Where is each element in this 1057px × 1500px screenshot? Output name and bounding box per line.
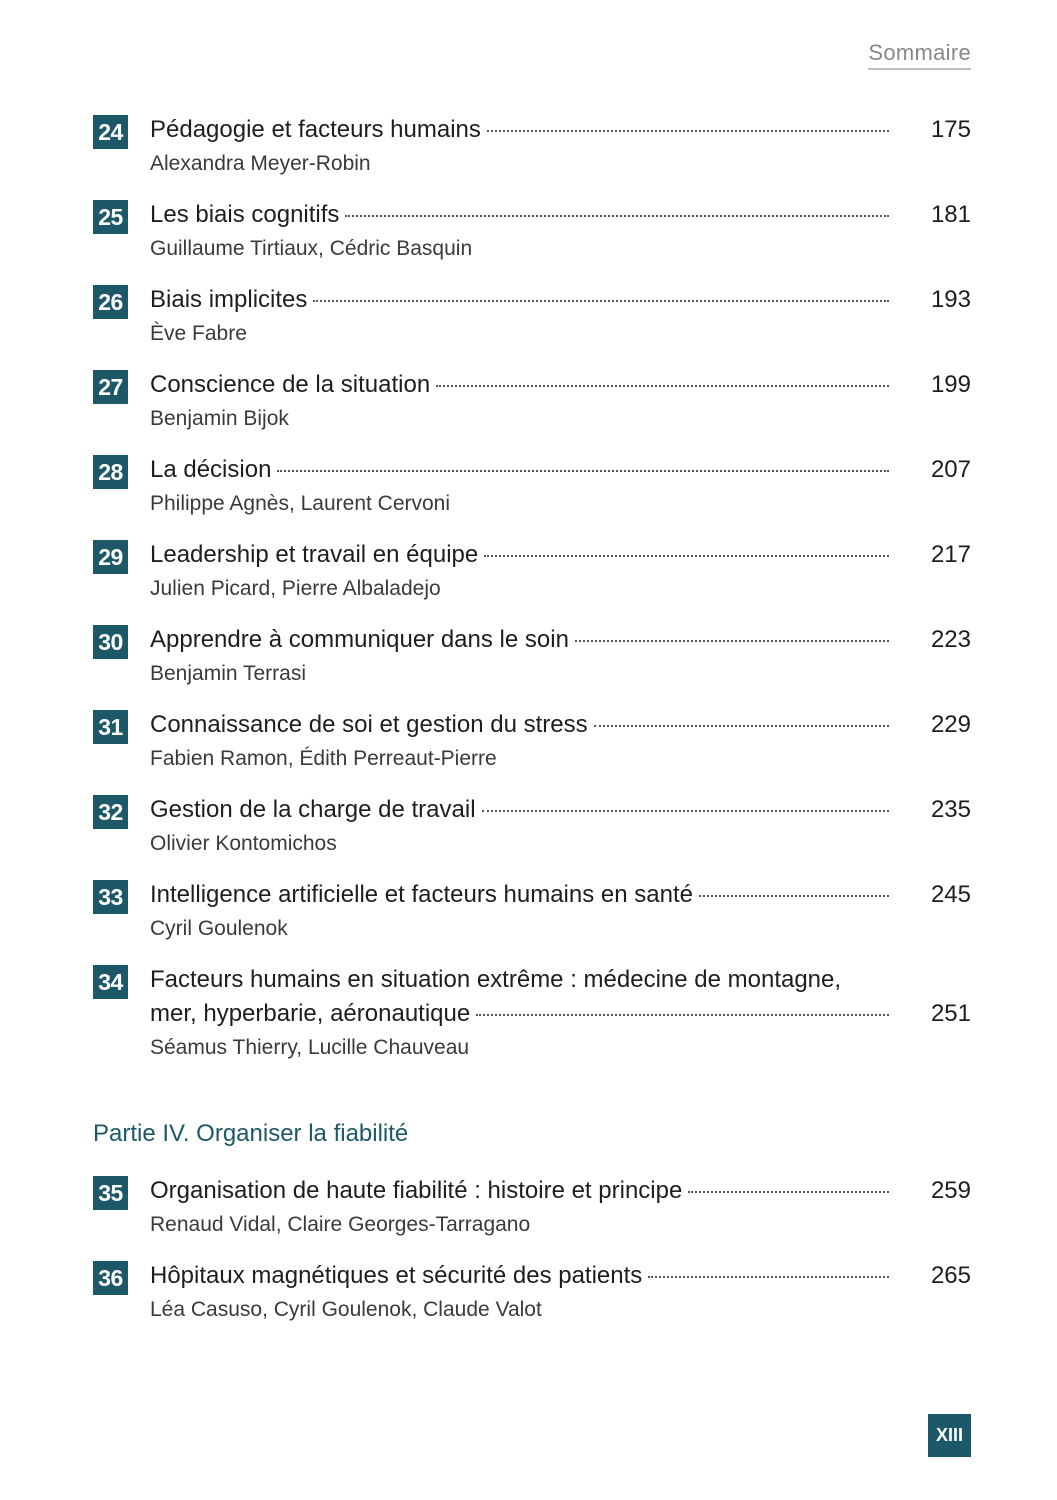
- page-number: 181: [930, 201, 971, 228]
- folio-badge: XIII: [928, 1414, 971, 1457]
- dot-leader: [699, 895, 889, 897]
- dot-leader: [648, 1276, 889, 1278]
- toc-entry[interactable]: [93, 878, 971, 963]
- page-number: 223: [930, 626, 971, 653]
- chapter-title: Pédagogie et facteurs humains: [150, 116, 481, 143]
- chapter-title: Connaissance de soi et gestion du stress: [150, 711, 588, 738]
- chapter-title-line1: Facteurs humains en situation extrême : médecine de montagne,: [150, 966, 842, 993]
- chapter-title: Biais implicites: [150, 286, 308, 313]
- chapter-authors: Cyril Goulenok: [150, 917, 288, 940]
- dot-leader: [484, 555, 889, 557]
- chapter-title: Leadership et travail en équipe: [150, 541, 479, 568]
- page-number: 251: [930, 1000, 971, 1027]
- chapter-authors: Philippe Agnès, Laurent Cervoni: [150, 492, 451, 515]
- toc-entry[interactable]: [93, 198, 971, 283]
- toc-entry[interactable]: [93, 113, 971, 198]
- chapter-authors: Julien Picard, Pierre Albaladejo: [150, 577, 441, 600]
- toc-entry[interactable]: [93, 368, 971, 453]
- page-number: 207: [930, 456, 971, 483]
- toc-entry[interactable]: [93, 793, 971, 878]
- dot-leader: [482, 810, 889, 812]
- chapter-authors: Olivier Kontomichos: [150, 832, 337, 855]
- toc-entry[interactable]: [93, 623, 971, 708]
- toc-entry[interactable]: [93, 708, 971, 793]
- chapter-number: 35: [93, 1176, 128, 1210]
- chapter-title-line2: mer, hyperbarie, aéronautique: [150, 1000, 471, 1027]
- chapter-title: Apprendre à communiquer dans le soin: [150, 626, 569, 653]
- toc-entry[interactable]: [93, 283, 971, 368]
- toc-list-part4: [93, 1174, 971, 1344]
- chapter-number: 29: [93, 540, 128, 574]
- dot-leader: [313, 300, 889, 302]
- chapter-authors: Ève Fabre: [150, 322, 247, 345]
- chapter-number: 27: [93, 370, 128, 404]
- chapter-number: 31: [93, 710, 128, 744]
- dot-leader: [476, 1014, 889, 1016]
- chapter-title: Organisation de haute fiabilité : histoire et principe: [150, 1177, 683, 1204]
- dot-leader: [575, 640, 889, 642]
- chapter-authors: Guillaume Tirtiaux, Cédric Basquin: [150, 237, 473, 260]
- toc-entry[interactable]: [93, 1174, 971, 1259]
- page-number: 235: [930, 796, 971, 823]
- chapter-authors: Benjamin Bijok: [150, 407, 289, 430]
- toc-list: [93, 113, 971, 1073]
- chapter-title: Hôpitaux magnétiques et sécurité des patients: [150, 1262, 643, 1289]
- chapter-number: 24: [93, 115, 128, 149]
- page-number: 217: [930, 541, 971, 568]
- chapter-authors: Léa Casuso, Cyril Goulenok, Claude Valot: [150, 1298, 542, 1321]
- chapter-authors: Fabien Ramon, Édith Perreaut-Pierre: [150, 747, 497, 770]
- dot-leader: [594, 725, 889, 727]
- chapter-number: 34: [93, 965, 128, 999]
- chapter-number: 33: [93, 880, 128, 914]
- page-number: 259: [930, 1177, 971, 1204]
- chapter-number: 25: [93, 200, 128, 234]
- chapter-title: La décision: [150, 456, 272, 483]
- toc-entry[interactable]: [93, 1259, 971, 1344]
- part-heading: Partie IV. Organiser la fiabilité: [93, 1120, 409, 1147]
- dot-leader: [688, 1191, 889, 1193]
- toc-entry[interactable]: [93, 538, 971, 623]
- chapter-number: 36: [93, 1261, 128, 1295]
- chapter-title: Conscience de la situation: [150, 371, 431, 398]
- chapter-number: 30: [93, 625, 128, 659]
- chapter-title: Les biais cognitifs: [150, 201, 340, 228]
- page-number: 245: [930, 881, 971, 908]
- chapter-number: 32: [93, 795, 128, 829]
- chapter-authors: Benjamin Terrasi: [150, 662, 307, 685]
- chapter-title: Intelligence artificielle et facteurs humains en santé: [150, 881, 693, 908]
- dot-leader: [345, 215, 889, 217]
- page-number: 265: [930, 1262, 971, 1289]
- chapter-number: 28: [93, 455, 128, 489]
- chapter-authors: Alexandra Meyer-Robin: [150, 152, 371, 175]
- dot-leader: [277, 470, 889, 472]
- page-number: 229: [930, 711, 971, 738]
- page-number: 199: [930, 371, 971, 398]
- chapter-authors: Renaud Vidal, Claire Georges-Tarragano: [150, 1213, 531, 1236]
- page-number: 175: [930, 116, 971, 143]
- dot-leader: [436, 385, 889, 387]
- page-number: 193: [930, 286, 971, 313]
- chapter-title: Gestion de la charge de travail: [150, 796, 476, 823]
- dot-leader: [487, 130, 889, 132]
- toc-entry[interactable]: [93, 963, 971, 1073]
- toc-entry[interactable]: [93, 453, 971, 538]
- running-header: Sommaire: [868, 40, 971, 70]
- chapter-number: 26: [93, 285, 128, 319]
- chapter-authors: Séamus Thierry, Lucille Chauveau: [150, 1036, 470, 1059]
